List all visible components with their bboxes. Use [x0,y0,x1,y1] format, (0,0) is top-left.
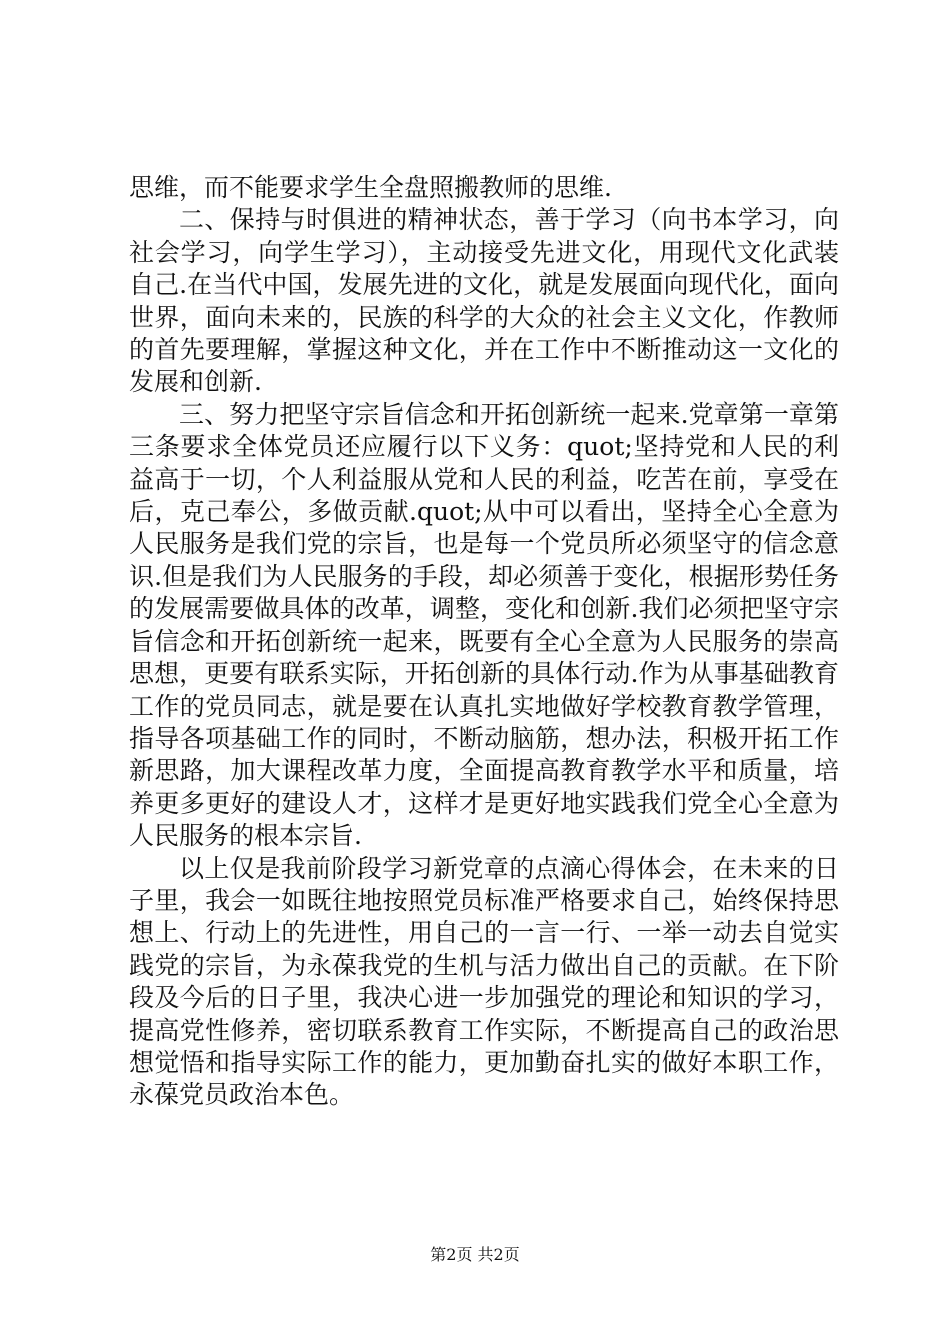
paragraph-2: 二、保持与时俱进的精神状态，善于学习（向书本学习，向社会学习，向学生学习），主动接受先进文化，用现代文化武装自己.在当代中国，发展先进的文化，就是发展面向现代化，面向世界，面向未来的，民族的科学的大众的社会主义文化，作教师的首先要理解，掌握这种文化，并在工作中不断推动这一文化的发展和创新. [129,205,839,397]
paragraph-4: 以上仅是我前阶段学习新党章的点滴心得体会，在未来的日子里，我会一如既往地按照党员标准严格要求自己，始终保持思想上、行动上的先进性，用自己的一言一行、一举一动去自觉实践党的宗旨，为永葆我党的生机与活力做出自己的贡献。在下阶段及今后的日子里，我决心进一步加强党的理论和知识的学习，提高党性修养，密切联系教育工作实际，不断提高自己的政治思想觉悟和指导实际工作的能力，更加勤奋扎实的做好本职工作，永葆党员政治本色。 [129,853,839,1110]
page-number-footer: 第2页 共2页 [430,1245,520,1264]
document-body [129,172,839,1112]
paragraph-3: 三、努力把坚守宗旨信念和开拓创新统一起来.党章第一章第三条要求全体党员还应履行以下义务：quot;坚持党和人民的利益高于一切，个人利益服从党和人民的利益，吃苦在前，享受在后，克己奉公，多做贡献.quot;从中可以看出，坚持全心全意为人民服务是我们党的宗旨，也是每一个党员所必须坚守的信念意识.但是我们为人民服务的手段，却必须善于变化，根据形势任务的发展需要做具体的改革，调整，变化和创新.我们必须把坚守宗旨信念和开拓创新统一起来，既要有全心全意为人民服务的崇高思想，更要有联系实际，开拓创新的具体行动.作为从事基础教育工作的党员同志，就是要在认真扎实地做好学校教育教学管理，指导各项基础工作的同时，不断动脑筋，想办法，积极开拓工作新思路，加大课程改革力度，全面提高教育教学水平和质量，培养更多更好的建设人才，这样才是更好地实践我们党全心全意为人民服务的根本宗旨. [129,399,839,851]
paragraph-1: 思维，而不能要求学生全盘照搬教师的思维. [129,173,612,202]
